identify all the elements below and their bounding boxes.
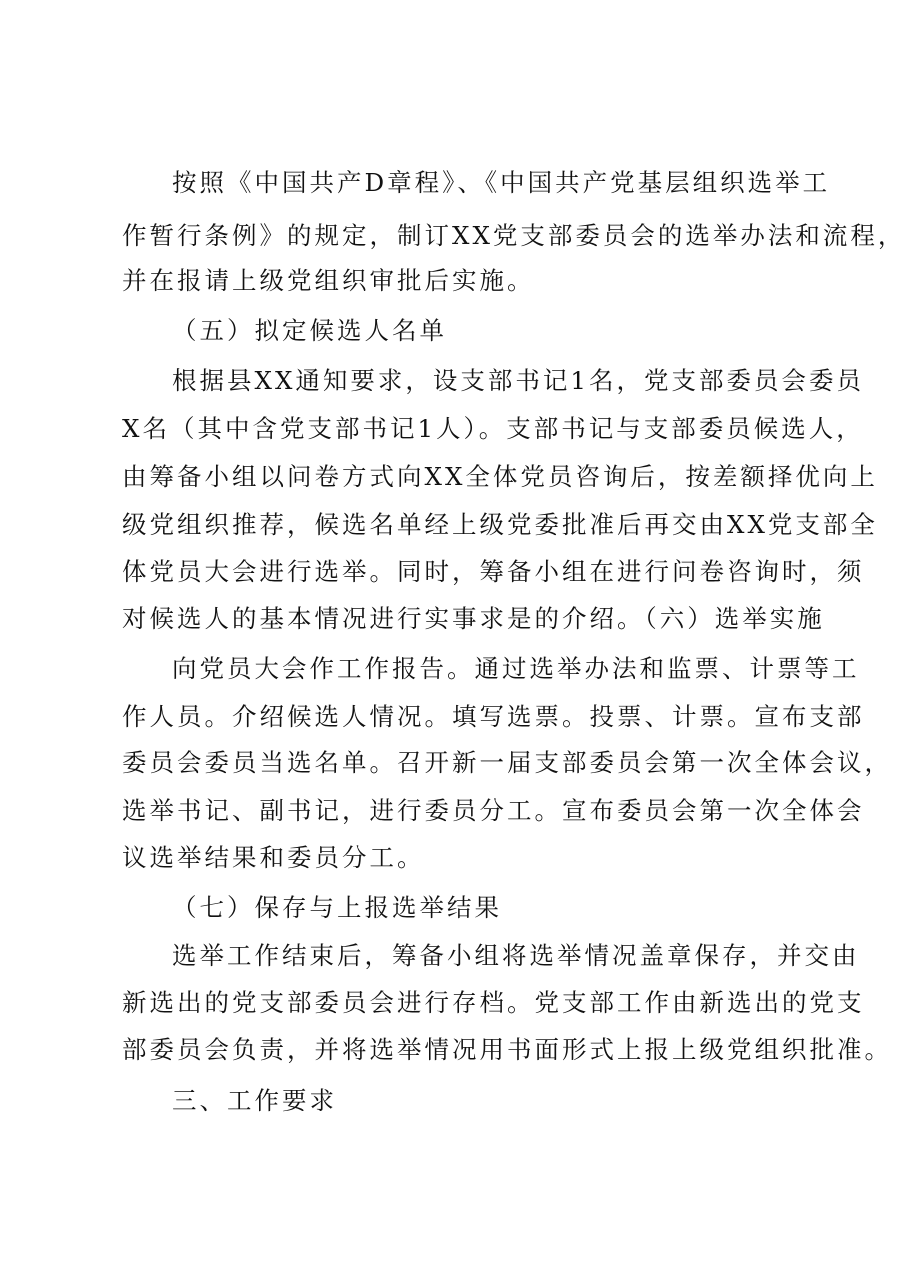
text-line: 新选出的党支部委员会进行存档。党支部工作由新选出的党支 xyxy=(122,988,865,1017)
text-line: 级党组织推荐，候选名单经上级党委批准后再交由XX党支部全 xyxy=(122,510,878,539)
section-heading: 三、工作要求 xyxy=(172,1086,337,1115)
text-line: 根据县XX通知要求，设支部书记1名，党支部委员会委员 xyxy=(172,366,864,395)
text-line: 对候选人的基本情况进行实事求是的介绍。（六）选举实施 xyxy=(122,604,825,633)
text-line: 选举书记、副书记，进行委员分工。宣布委员会第一次全体会 xyxy=(122,796,865,825)
text-line: 向党员大会作工作报告。通过选举办法和监票、计票等工 xyxy=(172,654,860,683)
text-line: 由筹备小组以问卷方式向XX全体党员咨询后，按差额择优向上 xyxy=(122,462,878,491)
text-line: 部委员会负责，并将选举情况用书面形式上报上级党组织批准。 xyxy=(122,1035,892,1064)
text-line: 选举工作结束后，筹备小组将选举情况盖章保存，并交由 xyxy=(172,941,860,970)
text-line: X名（其中含党支部书记1人）。支部书记与支部委员候选人， xyxy=(122,414,864,443)
text-line: 并在报请上级党组织审批后实施。 xyxy=(122,266,535,295)
section-heading: （五）拟定候选人名单 xyxy=(172,316,447,345)
text-line: 议选举结果和委员分工。 xyxy=(122,843,425,872)
text-line: 作暂行条例》的规定，制订XX党支部委员会的选举办法和流程， xyxy=(122,221,906,250)
text-line: 按照《中国共产D章程》、《中国共产党基层组织选举工 xyxy=(172,168,831,197)
text-line: 委员会委员当选名单。召开新一届支部委员会第一次全体会议， xyxy=(122,748,892,777)
section-heading: （七）保存与上报选举结果 xyxy=(172,893,502,922)
text-line: 体党员大会进行选举。同时，筹备小组在进行问卷咨询时，须 xyxy=(122,557,865,586)
text-line: 作人员。介绍候选人情况。填写选票。投票、计票。宣布支部 xyxy=(122,702,865,731)
